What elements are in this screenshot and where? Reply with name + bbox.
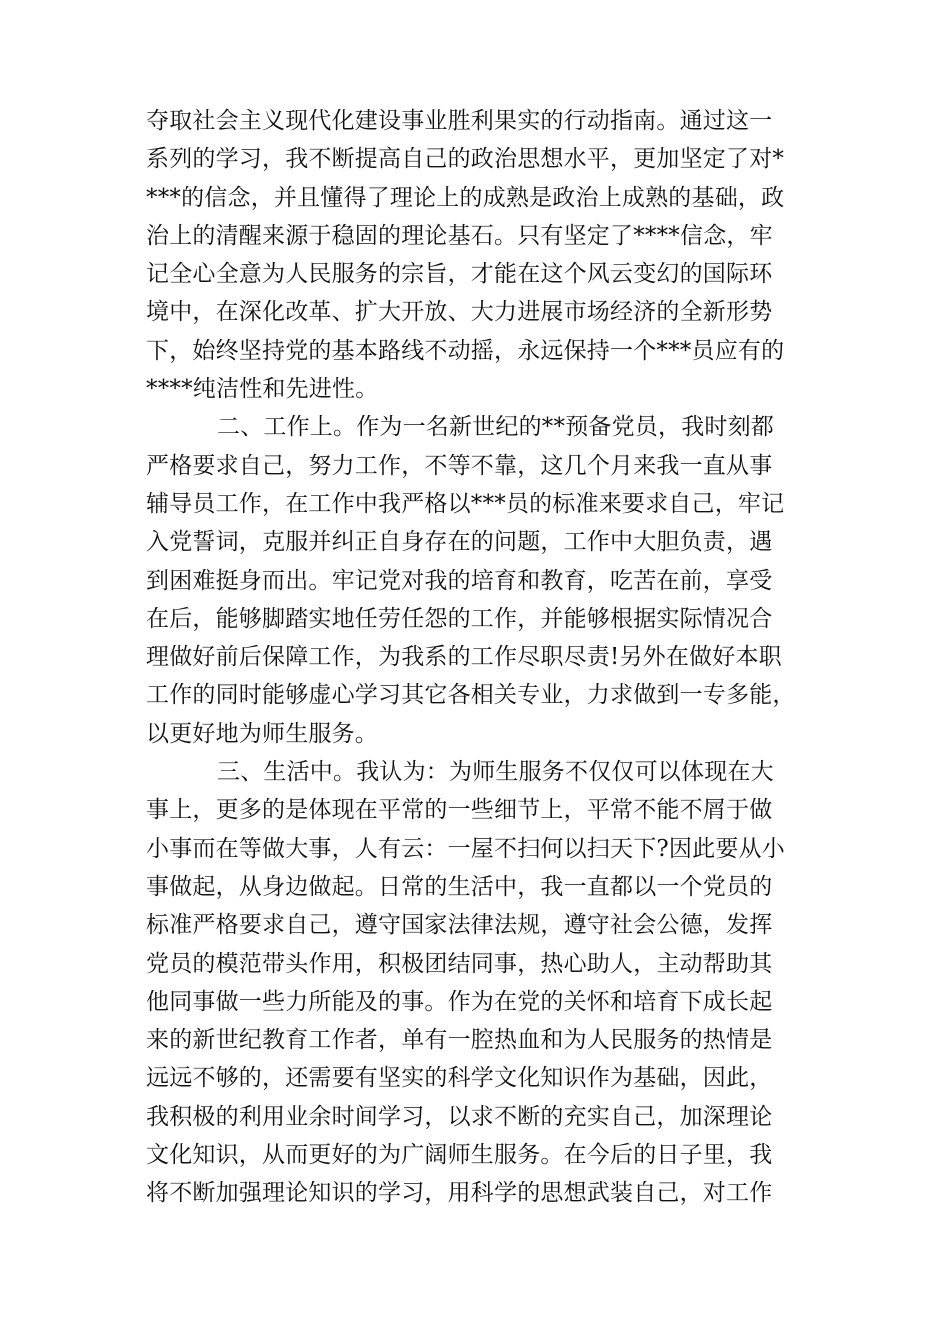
text-line: 文化知识，从而更好的为广阔师生服务。在今后的日子里，我 (146, 1142, 773, 1169)
text-line: 理做好前后保障工作，为我系的工作尽职尽责!另外在做好本职 (146, 644, 782, 671)
text-line: 工作的同时能够虚心学习其它各相关专业，力求做到一专多能， (146, 682, 796, 709)
text-line: 下，始终坚持党的基本路线不动摇，永远保持一个***员应有的 (146, 337, 785, 364)
text-line: 小事而在等做大事，人有云：一屋不扫何以扫天下?因此要从小 (146, 835, 785, 862)
document-body (146, 102, 806, 1213)
text-line: 事上，更多的是体现在平常的一些细节上，平常不能不屑于做 (146, 797, 773, 824)
text-line: 事做起，从身边做起。日常的生活中，我一直都以一个党员的 (146, 873, 773, 900)
text-line: ****纯洁性和先进性。 (146, 376, 379, 403)
text-line: 系列的学习，我不断提高自己的政治思想水平，更加坚定了对* (146, 146, 785, 173)
text-line: 在后，能够脚踏实地任劳任怨的工作，并能够根据实际情况合 (146, 605, 773, 632)
text-line: 辅导员工作，在工作中我严格以***员的标准来要求自己，牢记 (146, 490, 785, 517)
text-line: 我积极的利用业余时间学习，以求不断的充实自己，加深理论 (146, 1103, 773, 1130)
text-line: 入党誓词，克服并纠正自身存在的问题，工作中大胆负责，遇 (146, 529, 773, 556)
text-line: ***的信念，并且懂得了理论上的成熟是政治上成熟的基础，政 (146, 184, 785, 211)
text-line: 治上的清醒来源于稳固的理论基石。只有坚定了****信念，牢 (146, 222, 773, 249)
text-line: 将不断加强理论知识的学习，用科学的思想武装自己，对工作 (146, 1180, 773, 1207)
text-line: 到困难挺身而出。牢记党对我的培育和教育，吃苦在前，享受 (146, 567, 773, 594)
text-line: 党员的模范带头作用，积极团结同事，热心助人，主动帮助其 (146, 950, 773, 977)
text-line: 他同事做一些力所能及的事。作为在党的关怀和培育下成长起 (146, 988, 773, 1015)
text-line: 远远不够的，还需要有坚实的科学文化知识作为基础，因此， (146, 1065, 773, 1092)
text-line: 以更好地为师生服务。 (146, 720, 378, 747)
paragraph-first-line: 二、工作上。作为一名新世纪的**预备党员，我时刻都 (217, 414, 774, 441)
text-line: 夺取社会主义现代化建设事业胜利果实的行动指南。通过这一 (146, 108, 773, 134)
text-line: 来的新世纪教育工作者，单有一腔热血和为人民服务的热情是 (146, 1027, 773, 1054)
text-line: 记全心全意为人民服务的宗旨，才能在这个风云变幻的国际环 (146, 261, 773, 288)
text-line: 严格要求自己，努力工作，不等不靠，这几个月来我一直从事 (146, 452, 773, 479)
text-line: 标准严格要求自己，遵守国家法律法规，遵守社会公德，发挥 (146, 912, 773, 939)
paragraph-first-line: 三、生活中。我认为：为师生服务不仅仅可以体现在大 (217, 759, 774, 786)
text-line: 境中，在深化改革、扩大开放、大力进展市场经济的全新形势 (146, 299, 773, 326)
